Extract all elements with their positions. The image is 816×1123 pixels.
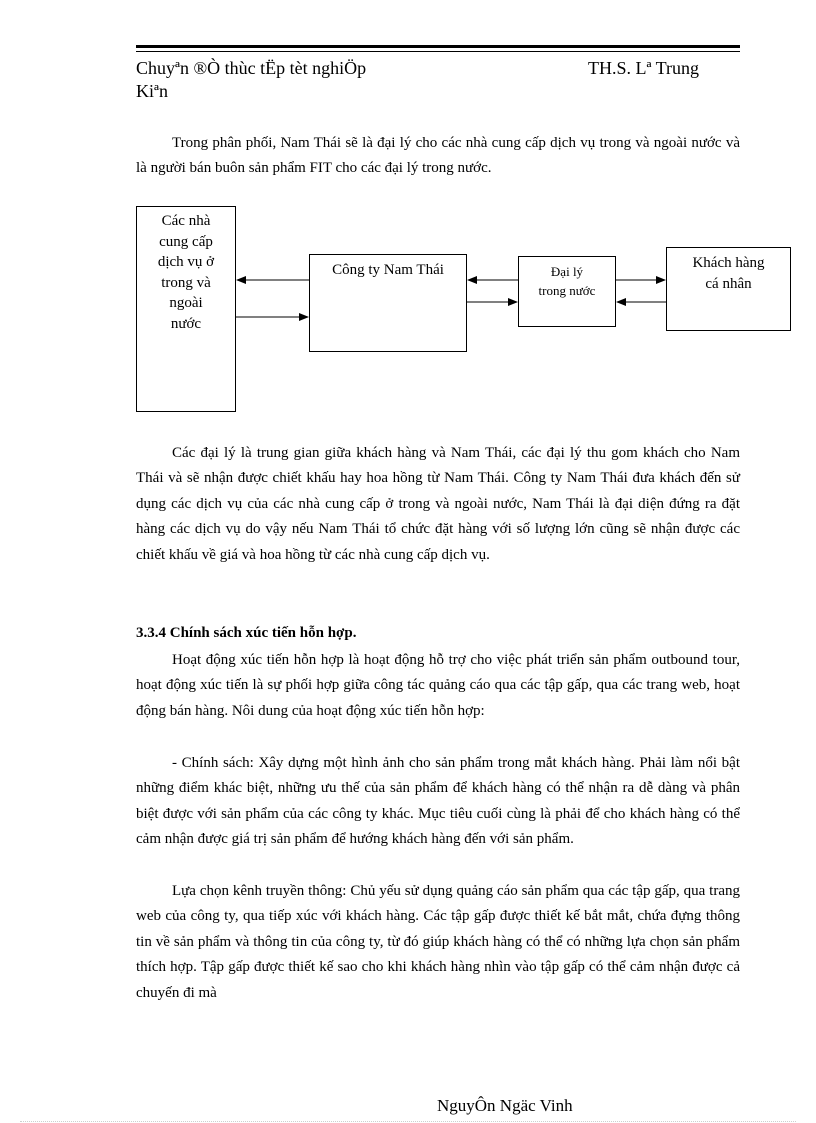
media-paragraph: Lựa chọn kênh truyền thông: Chủ yếu sử dụng quảng cáo sản phẩm qua các tập gấp, qua trang web của công ty, qua tiếp xúc với khách hàng. Các tập gấp được thiết kế bắt mắt, chứa đựng thông tin về sản phẩm và thông tin của công ty, từ đó giúp khách hàng có thể có những lựa chọn sản phẩm thích hợp. Tập gấp được thiết kế sao cho khi khách hàng nhìn vào tập gấp có thể cảm nhận được cả chuyến đi mà xyxy=(136,883,740,1001)
suppliers-line-3: dịch vụ ở xyxy=(157,254,215,270)
promotion-paragraph: Hoạt động xúc tiến hỗn hợp là hoạt động hỗ trợ cho việc phát triển sản phẩm outbound tour, hoạt động xúc tiến là sự phối hợp giữa công tác quảng cáo qua các tập gấp, qua các trang web, hoạt động bán hàng. Nôi dung của hoạt động xúc tiến hỗn hợp: xyxy=(136,652,740,719)
agents-paragraph: Các đại lý là trung gian giữa khách hàng và Nam Thái, các đại lý thu gom khách cho Nam Thái và sẽ nhận được chiết khấu hay hoa hồng từ Nam Thái. Công ty Nam Thái đưa khách đến sử dụng các dịch vụ của các nhà cung cấp ở trong và ngoài nước, Nam Thái là đại diện đứng ra đặt hàng các dịch vụ do vậy nếu Nam Thái tổ chức đặt hàng với số lượng lớn cũng sẽ nhận được các chiết khấu về giá và hoa hồng từ các nhà cung cấp dịch vụ. xyxy=(136,445,740,563)
agent-line-2: trong nước xyxy=(538,283,596,298)
intro-paragraph: Trong phân phối, Nam Thái sẽ là đại lý cho các nhà cung cấp dịch vụ trong và ngoài nước và là người bán buôn sản phẩm FIT cho các đại lý trong nước. xyxy=(136,135,740,177)
header-title-continued: Kiªn xyxy=(136,81,168,101)
suppliers-line-1: Các nhà xyxy=(161,213,211,229)
footer-author: NguyÔn Ngäc Vinh xyxy=(437,1096,573,1115)
customer-line-1: Khách hàng xyxy=(692,255,765,271)
suppliers-line-6: nước xyxy=(170,315,202,332)
agent-line-1: Đại lý xyxy=(550,264,584,279)
header-title: Chuyªn ®Ò thùc tËp tèt nghiÖp xyxy=(136,58,367,78)
page-bottom-divider xyxy=(20,1121,796,1122)
company-label: Công ty Nam Thái xyxy=(332,262,444,278)
suppliers-line-4: trong và xyxy=(161,274,211,291)
policy-paragraph: - Chính sách: Xây dựng một hình ảnh cho sản phẩm trong mắt khách hàng. Phải làm nổi bật những điểm khác biệt, những ưu thế của sản phẩm để khách hàng có thể nhận ra dễ dàng và phân biệt được với sản phẩm của các công ty khác. Mục tiêu cuối cùng là phải để cho khách hàng có thể cảm nhận được giá trị sản phẩm để hướng khách hàng đến với sản phẩm. xyxy=(136,755,740,848)
customer-line-2: cá nhân xyxy=(705,275,752,292)
section-heading: 3.3.4 Chính sách xúc tiến hỗn hợp. xyxy=(136,625,357,641)
header-author: TH.S. Lª Trung xyxy=(588,58,699,78)
suppliers-line-2: cung cấp xyxy=(159,233,213,250)
suppliers-line-5: ngoài xyxy=(169,295,203,311)
